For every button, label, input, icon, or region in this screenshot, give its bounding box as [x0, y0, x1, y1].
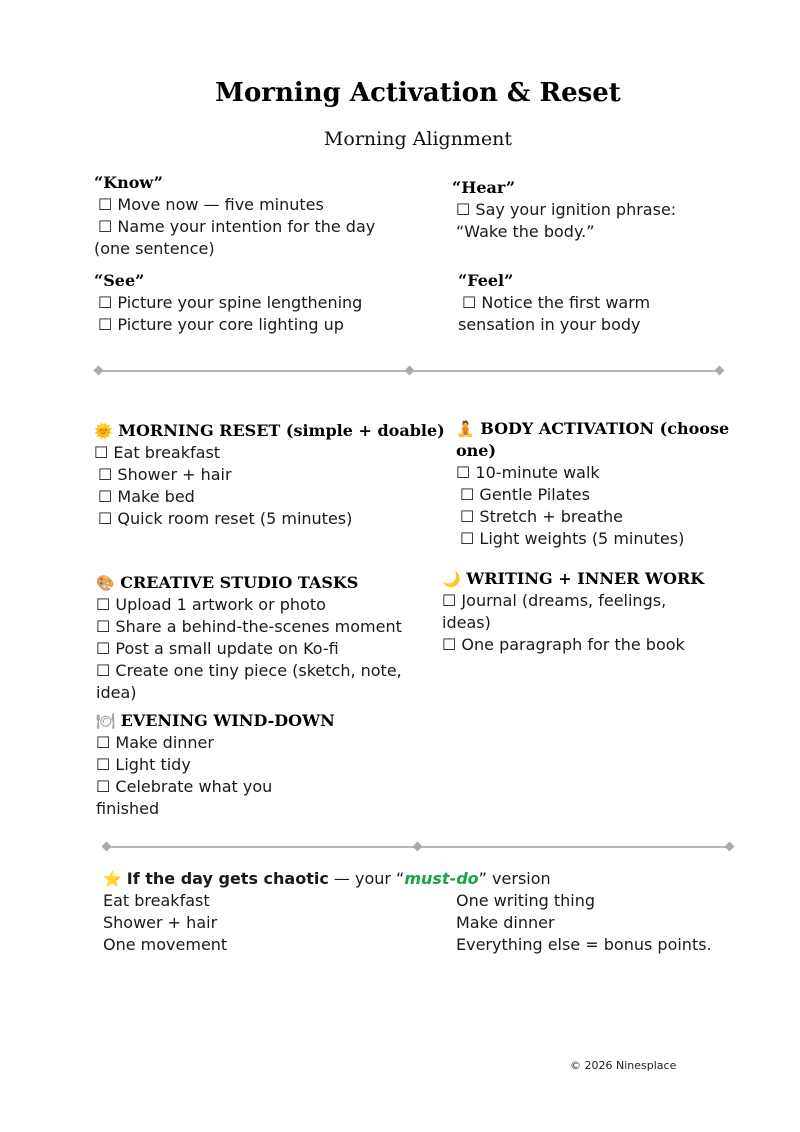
body-activation-item: ☐ 10-minute walk [456, 463, 600, 482]
see-heading: “See” [94, 271, 145, 290]
body-activation-item: ☐ Gentle Pilates [460, 485, 590, 504]
page-subtitle: Morning Alignment [323, 128, 513, 150]
chaotic-right-list [456, 890, 712, 956]
feel-heading: “Feel” [458, 271, 514, 290]
feel-item: ☐ Notice the first warm [462, 293, 651, 312]
body-activation-heading: BODY ACTIVATION (choose [480, 419, 730, 438]
body-activation-item: ☐ Stretch + breathe [460, 507, 624, 526]
list-item: One movement [103, 935, 228, 954]
chaotic-lead-mid: — your “ [328, 869, 405, 888]
see-item: ☐ Picture your core lighting up [98, 315, 344, 334]
see-item: ☐ Picture your spine lengthening [98, 293, 363, 312]
divider-diamond [102, 842, 112, 852]
creative-studio-item: ☐ Upload 1 artwork or photo [96, 595, 326, 614]
creative-studio-item: ☐ Create one tiny piece (sketch, note, [96, 661, 402, 680]
evening-item-continuation: finished [96, 799, 160, 818]
section-divider [106, 846, 730, 848]
palette-icon: 🎨 [96, 574, 115, 592]
list-item: Shower + hair [103, 913, 218, 932]
writing-item: ☐ Journal (dreams, feelings, [442, 591, 667, 610]
writing-item-continuation: ideas) [442, 613, 491, 632]
morning-reset-item: ☐ Make bed [98, 487, 195, 506]
morning-reset-item: ☐ Quick room reset (5 minutes) [98, 509, 353, 528]
know-block [94, 172, 375, 260]
evening-item: ☐ Light tidy [96, 755, 191, 774]
hear-block [452, 177, 676, 243]
divider-diamond [715, 366, 725, 376]
feel-item-continuation: sensation in your body [458, 315, 641, 334]
sun-icon: 🌞 [94, 422, 113, 440]
meditation-icon: 🧘 [456, 420, 475, 438]
list-item: Everything else = bonus points. [456, 935, 712, 954]
creative-studio-item: ☐ Post a small update on Ko-fi [96, 639, 339, 658]
creative-studio-heading: CREATIVE STUDIO TASKS [120, 573, 359, 592]
writing-heading: WRITING + INNER WORK [466, 569, 705, 588]
divider-diamond [413, 842, 423, 852]
list-item: Eat breakfast [103, 891, 210, 910]
writing-section [442, 568, 704, 656]
divider-diamond [94, 366, 104, 376]
chaotic-lead: If the day gets chaotic [126, 869, 329, 888]
body-activation-heading-cont: one) [456, 441, 497, 460]
evening-heading: EVENING WIND-DOWN [120, 711, 335, 730]
know-heading: “Know” [94, 173, 163, 192]
hear-item: ☐ Say your ignition phrase: [456, 200, 677, 219]
section-divider [98, 370, 720, 372]
creative-studio-item: ☐ Share a behind-the-scenes moment [96, 617, 402, 636]
star-icon: ⭐ [103, 870, 122, 888]
body-activation-item: ☐ Light weights (5 minutes) [460, 529, 685, 548]
evening-section [96, 710, 335, 820]
evening-item: ☐ Celebrate what you [96, 777, 273, 796]
morning-reset-item: ☐ Shower + hair [98, 465, 232, 484]
list-item: One writing thing [456, 891, 596, 910]
divider-diamond [725, 842, 735, 852]
divider-diamond [405, 366, 415, 376]
chaotic-left-list [103, 890, 227, 956]
creative-studio-item-continuation: idea) [96, 683, 137, 702]
morning-reset-item: ☐ Eat breakfast [94, 443, 221, 462]
hear-heading: “Hear” [452, 178, 516, 197]
morning-reset-heading: MORNING RESET (simple + doable) [118, 421, 445, 440]
chaotic-heading [103, 868, 551, 890]
know-item: ☐ Name your intention for the day [98, 217, 376, 236]
see-block [94, 270, 362, 336]
feel-block [458, 270, 650, 336]
hear-item-continuation: “Wake the body.” [456, 222, 595, 241]
chaotic-lead-end: ” version [478, 869, 551, 888]
creative-studio-section [96, 572, 402, 704]
must-do-emphasis: must-do [404, 869, 479, 888]
know-item-continuation: (one sentence) [94, 239, 215, 258]
evening-item: ☐ Make dinner [96, 733, 214, 752]
copyright: © 2026 Ninesplace [570, 1059, 677, 1072]
moon-icon: 🌙 [442, 570, 461, 588]
list-item: Make dinner [456, 913, 555, 932]
know-item: ☐ Move now — five minutes [98, 195, 324, 214]
plate-icon: 🍽 [96, 712, 116, 730]
page-title: Morning Activation & Reset [215, 78, 621, 108]
morning-reset-section [94, 420, 445, 530]
writing-item: ☐ One paragraph for the book [442, 635, 685, 654]
body-activation-section [456, 418, 756, 550]
